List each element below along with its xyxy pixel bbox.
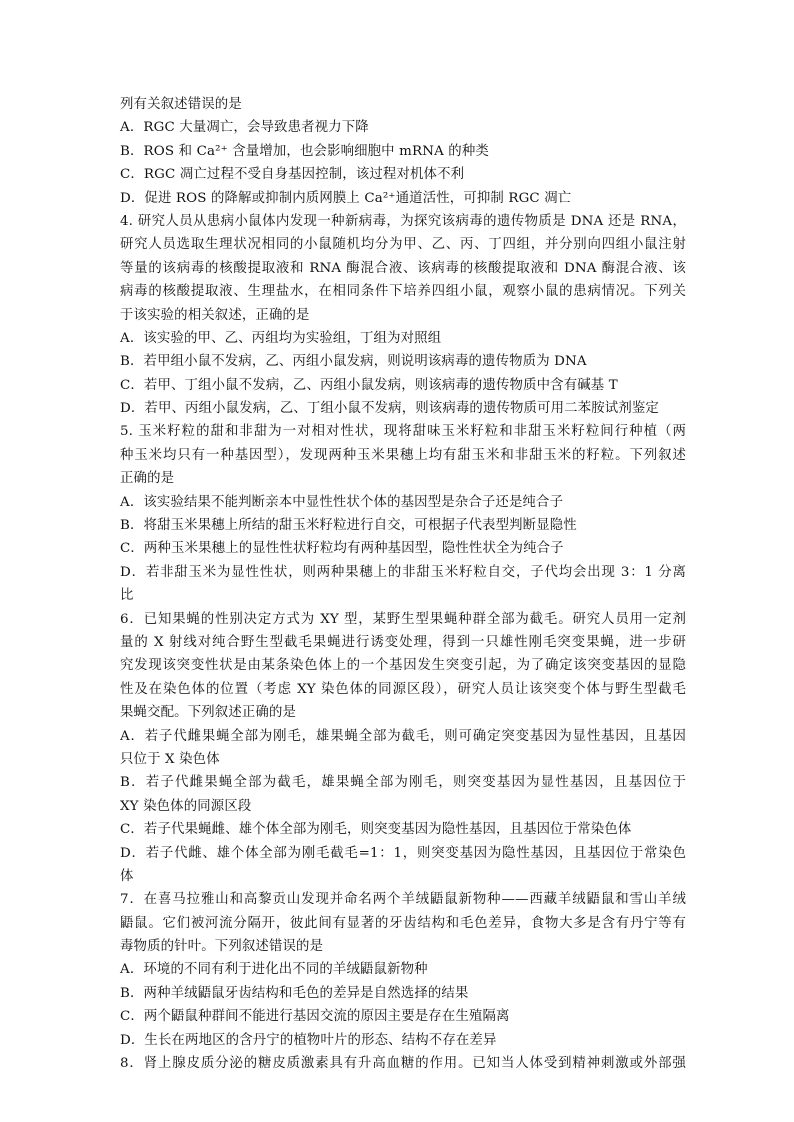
text-line: C．若甲、丁组小鼠不发病，乙、丙组小鼠发病，则该病毒的遗传物质中含有碱基 T	[120, 377, 618, 393]
text-line: 4. 研究人员从患病小鼠体内发现一种新病毒，为探究该病毒的遗传物质是 DNA 还是 RNA，	[120, 213, 686, 229]
text-line: 7．在喜马拉雅山和高黎贡山发现并命名两个羊绒鼯鼠新物种——西藏羊绒鼯鼠和雪山羊绒	[120, 892, 686, 908]
text-line: C．两个鼯鼠种群间不能进行基因交流的原因主要是存在生殖隔离	[120, 1009, 510, 1025]
text-line: XY 染色体的同源区段	[120, 798, 252, 814]
text-line: 种玉米均只有一种基因型），发现两种玉米果穗上均有甜玉米和非甜玉米的籽粒。下列叙述	[120, 447, 686, 463]
text-line: 比	[120, 588, 134, 604]
text-line: 毒物质的针叶。下列叙述错误的是	[120, 939, 324, 955]
text-line: 正确的是	[120, 471, 175, 487]
text-line: A．RGC 大量凋亡，会导致患者视力下降	[120, 120, 369, 136]
text-line: 5. 玉米籽粒的甜和非甜为一对相对性状，现将甜味玉米籽粒和非甜玉米籽粒间行种植（两	[120, 424, 686, 440]
text-line: D．若非甜玉米为显性性状，则两种果穗上的非甜玉米籽粒自交，子代均会出现 3：1 分离	[120, 564, 686, 580]
text-line: D．生长在两地区的含丹宁的植物叶片的形态、结构不存在差异	[120, 1032, 497, 1048]
text-line: 列有关叙述错误的是	[120, 97, 242, 112]
text-line: A．该实验结果不能判断亲本中显性性状个体的基因型是杂合子还是纯合子	[120, 494, 564, 510]
text-line: 等量的该病毒的核酸提取液和 RNA 酶混合液、该病毒的核酸提取液和 DNA 酶混合液、该	[120, 260, 686, 276]
text-line: 研究人员选取生理状况相同的小鼠随机均分为甲、乙、丙、丁四组，并分别向四组小鼠注射	[120, 237, 686, 253]
text-line: 量的 X 射线对纯合野生型截毛果蝇进行诱变处理，得到一只雄性刚毛突变果蝇，进一步研	[120, 634, 686, 650]
text-line: B．若子代雌果蝇全部为截毛，雄果蝇全部为刚毛，则突变基因为显性基因，且基因位于	[120, 775, 686, 791]
text-line: C．RGC 凋亡过程不受自身基因控制，该过程对机体不利	[120, 167, 465, 183]
text-line: D．促进 ROS 的降解或抑制内质网膜上 Ca²⁺通道活性，可抑制 RGC 凋亡	[120, 190, 572, 206]
text-line: A．若子代雌果蝇全部为刚毛，雄果蝇全部为截毛，则可确定突变基因为显性基因，且基因	[120, 728, 686, 744]
text-line: A．环境的不同有利于进化出不同的羊绒鼯鼠新物种	[120, 962, 428, 978]
text-line: D．若子代雌、雄个体全部为刚毛截毛=1：1，则突变基因为隐性基因，且基因位于常染色	[120, 845, 686, 861]
text-line: C．两种玉米果穗上的显性性状籽粒均有两种基因型，隐性性状全为纯合子	[120, 541, 564, 557]
text-line: 只位于 X 染色体	[120, 751, 220, 767]
text-line: A．该实验的甲、乙、丙组均为实验组，丁组为对照组	[120, 330, 442, 346]
text-line: B．若甲组小鼠不发病，乙、丙组小鼠发病，则说明该病毒的遗传物质为 DNA	[120, 354, 587, 370]
text-line: B．将甜玉米果穗上所结的甜玉米籽粒进行自交，可根据子代表型判断显隐性	[120, 518, 577, 534]
text-line: C．若子代果蝇雌、雄个体全部为刚毛，则突变基因为隐性基因，且基因位于常染色体	[120, 822, 632, 838]
text-line: 鼯鼠。它们被河流分隔开，彼此间有显著的牙齿结构和毛色差异，食物大多是含有丹宁等有	[120, 915, 686, 931]
text-line: 体	[120, 868, 134, 884]
text-line: 8．肾上腺皮质分泌的糖皮质激素具有升高血糖的作用。已知当人体受到精神刺激或外部强	[120, 1056, 686, 1072]
text-line: 究发现该突变性状是由某条染色体上的一个基因发生突变引起，为了确定该突变基因的显隐	[120, 658, 686, 674]
text-line: D．若甲、丙组小鼠发病，乙、丁组小鼠不发病，则该病毒的遗传物质可用二苯胺试剂鉴定	[120, 401, 659, 417]
text-line: 6．已知果蝇的性别决定方式为 XY 型，某野生型果蝇种群全部为截毛。研究人员用一定剂	[120, 611, 686, 627]
text-line: 果蝇交配。下列叙述正确的是	[120, 705, 297, 721]
text-line: B．ROS 和 Ca²⁺ 含量增加，也会影响细胞中 mRNA 的种类	[120, 143, 489, 159]
text-line: B．两种羊绒鼯鼠牙齿结构和毛色的差异是自然选择的结果	[120, 985, 469, 1001]
document-page	[120, 93, 686, 1075]
text-line: 性及在染色体的位置（考虑 XY 染色体的同源区段），研究人员让该突变个体与野生型截毛	[120, 681, 686, 697]
text-line: 于该实验的相关叙述，正确的是	[120, 307, 310, 323]
text-line: 病毒的核酸提取液、生理盐水，在相同条件下培养四组小鼠，观察小鼠的患病情况。下列关	[120, 284, 686, 300]
